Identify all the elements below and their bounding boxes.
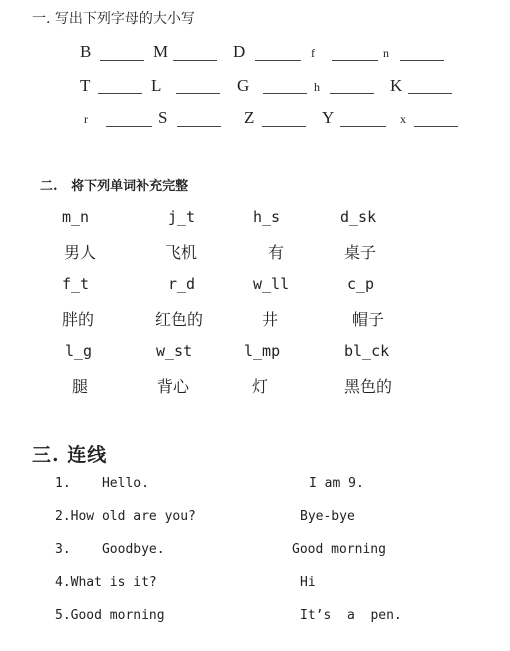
matching-right-item: Bye-bye: [300, 509, 355, 524]
chinese-meaning: 红色的: [155, 310, 204, 329]
answer-blank[interactable]: [400, 60, 444, 61]
chinese-meaning: 黑色的: [344, 377, 393, 396]
chinese-meaning: 桌子: [344, 243, 377, 262]
answer-blank[interactable]: [262, 126, 306, 127]
word-blank-item: w_st: [156, 342, 193, 360]
chinese-meaning: 灯: [252, 377, 269, 396]
answer-blank[interactable]: [414, 126, 458, 127]
answer-blank[interactable]: [173, 60, 217, 61]
letter-item: B: [80, 42, 92, 61]
section2-title: 二. 将下列单词补充完整: [40, 179, 189, 194]
letter-item: h: [314, 80, 320, 94]
letter-item: x: [400, 112, 406, 126]
chinese-meaning: 腿: [72, 377, 89, 396]
answer-blank[interactable]: [106, 126, 152, 127]
answer-blank[interactable]: [408, 93, 452, 94]
word-blank-item: h_s: [253, 208, 281, 226]
letter-item: T: [80, 76, 91, 95]
matching-right-item: Good morning: [292, 542, 386, 557]
letter-item: K: [390, 76, 403, 95]
section1-title: 一. 写出下列字母的大小写: [32, 11, 195, 27]
matching-right-item: I am 9.: [309, 476, 364, 491]
letter-item: S: [158, 108, 168, 127]
word-blank-item: f_t: [62, 275, 90, 293]
matching-left-item: 3. Goodbye.: [55, 542, 165, 557]
chinese-meaning: 背心: [157, 377, 190, 396]
answer-blank[interactable]: [177, 126, 221, 127]
answer-blank[interactable]: [330, 93, 374, 94]
matching-left-item: 5.Good morning: [55, 608, 165, 623]
answer-blank[interactable]: [176, 93, 220, 94]
answer-blank[interactable]: [100, 60, 144, 61]
chinese-meaning: 有: [268, 243, 285, 262]
letter-item: L: [151, 76, 162, 95]
matching-right-item: Hi: [300, 575, 316, 590]
section3-title: 三. 连线: [32, 444, 108, 466]
letter-item: n: [383, 46, 389, 60]
letter-item: f: [311, 46, 315, 60]
word-blank-item: d_sk: [340, 208, 377, 226]
word-blank-item: c_p: [347, 275, 375, 293]
word-blank-item: bl_ck: [344, 342, 390, 360]
letter-item: M: [153, 42, 169, 61]
matching-left-item: 2.How old are you?: [55, 509, 196, 524]
matching-left-item: 4.What is it?: [55, 575, 157, 590]
answer-blank[interactable]: [340, 126, 386, 127]
word-blank-item: m_n: [62, 208, 90, 226]
letter-item: Z: [244, 108, 255, 127]
word-blank-item: l_g: [65, 342, 93, 360]
letter-item: Y: [322, 108, 335, 127]
answer-blank[interactable]: [98, 93, 142, 94]
chinese-meaning: 飞机: [165, 243, 198, 262]
answer-blank[interactable]: [255, 60, 301, 61]
letter-item: r: [84, 112, 88, 126]
word-blank-item: j_t: [168, 208, 196, 226]
letter-item: G: [237, 76, 250, 95]
chinese-meaning: 帽子: [352, 310, 385, 329]
word-blank-item: r_d: [168, 275, 196, 293]
chinese-meaning: 胖的: [62, 310, 95, 329]
answer-blank[interactable]: [332, 60, 378, 61]
matching-left-item: 1. Hello.: [55, 476, 149, 491]
matching-right-item: It’s a pen.: [300, 608, 402, 623]
word-blank-item: w_ll: [253, 275, 290, 293]
chinese-meaning: 男人: [64, 243, 97, 262]
chinese-meaning: 井: [262, 310, 279, 329]
word-blank-item: l_mp: [244, 342, 281, 360]
letter-item: D: [233, 42, 246, 61]
answer-blank[interactable]: [263, 93, 307, 94]
